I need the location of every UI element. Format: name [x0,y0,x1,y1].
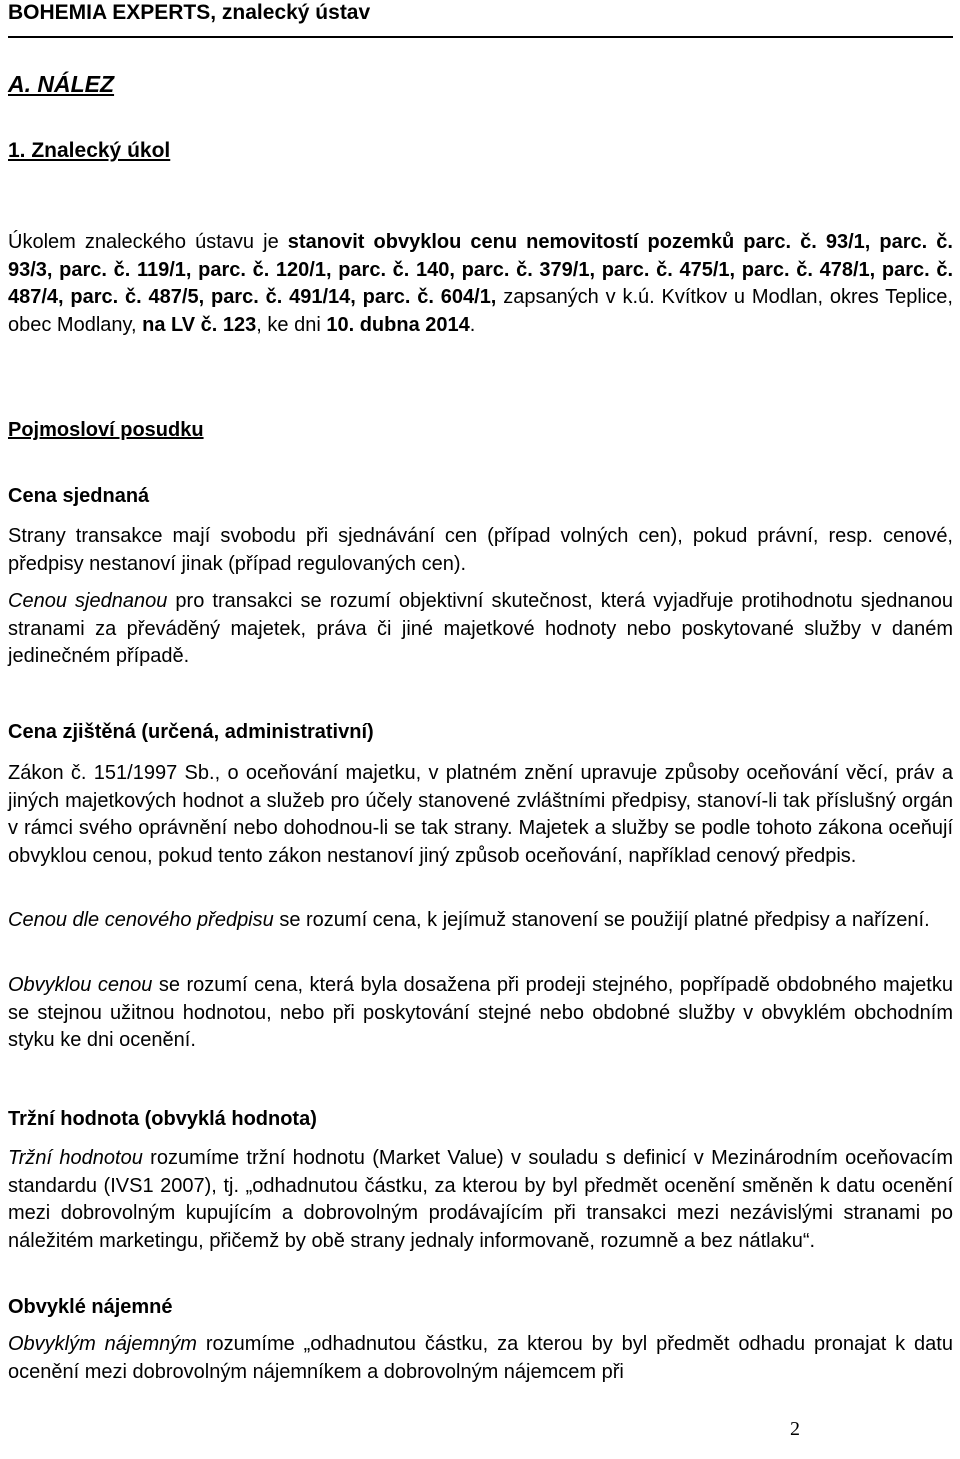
determined-paragraph-3 [8,972,953,1055]
task-end: . [469,313,476,336]
task-date-prefix: , ke dni [256,313,327,336]
negotiated-paragraph-2 [8,588,953,671]
negotiated-term: Cenou sjednanou [8,590,168,612]
usual-rent-definition: rozumíme „odhadnutou částku, za kterou by byl předmět odhadu pronajat k datu ocenění mezi dobrovolným nájemníkem a dobrovolným nájemcem při [8,1333,953,1383]
usual-rent-heading: Obvyklé nájemné [8,1296,173,1318]
determined-paragraph-2 [8,907,953,935]
price-regulation-term: Cenou dle cenového předpisu [8,909,274,931]
task-subject: stanovit obvyklou cenu nemovitostí pozemků parc. č. 93/1, parc. č. 93/3, parc. č. 119/1, parc. č. 120/1, parc. č. 140, parc. č. 379/1, parc. č. 475/1, parc. č. 478/1, parc. č. 487/4, parc. č. 487/5, parc. č. 491/14, parc. č. 604/1, [8,231,953,308]
negotiated-price-heading: Cena sjednaná [8,485,150,507]
market-value-term: Tržní hodnotou [8,1147,143,1169]
determined-price-heading: Cena zjištěná (určená, administrativní) [8,721,374,743]
task-intro: Úkolem znaleckého ústavu je [8,231,288,253]
negotiated-paragraph-1: Strany transakce mají svobodu při sjednávání cen (případ volných cen), pokud právní, resp. cenové, předpisy nestanoví jinak (případ regulovaných cen). [8,525,953,575]
section-heading-task: 1. Znalecký úkol [8,139,171,162]
usual-rent-paragraph [8,1331,953,1386]
market-value-heading: Tržní hodnota (obvyklá hodnota) [8,1108,317,1130]
terms-heading: Pojmosloví posudku [8,419,204,441]
price-regulation-definition: se rozumí cena, k jejímuž stanovení se použijí platné předpisy a nařízení. [273,909,930,931]
task-location: zapsaných v k.ú. Kvítkov u Modlan, okres Teplice, obec Modlany, [8,286,953,336]
task-lv-number: na LV č. 123 [142,313,257,336]
task-paragraph [8,229,953,339]
header-divider [8,36,953,38]
market-value-paragraph [8,1145,953,1255]
usual-price-term: Obvyklou cenou [8,974,153,996]
negotiated-definition: pro transakci se rozumí objektivní skutečnost, která vyjadřuje protihodnotu sjednanou stranami za převáděný majetek, práva či jiné majetkové hodnoty nebo poskytované služby v daném jedinečném případě. [8,590,953,667]
task-date: 10. dubna 2014 [326,313,470,336]
header-title: BOHEMIA EXPERTS, znalecký ústav [8,1,371,24]
page-number: 2 [790,1418,800,1440]
usual-rent-term: Obvyklým nájemným [8,1333,197,1355]
usual-price-definition: se rozumí cena, která byla dosažena při prodeji stejného, popřípadě obdobného majetku se stejnou užitnou hodnotou, nebo při poskytování stejné nebo obdobné služby v obvyklém obchodním styku ke dni ocenění. [8,974,953,1051]
determined-paragraph-1: Zákon č. 151/1997 Sb., o oceňování majetku, v platném znění upravuje způsoby oceňování věcí, práv a jiných majetkových hodnot a služeb pro účely stanovené zvláštními předpisy, stanoví-li tak příslušný orgán v rámci svého oprávnění nebo dohodnou-li se tak strany. Majetek a služby se podle tohoto zákona oceňují obvyklou cenou, pokud tento zákon nestanoví jiný způsob oceňování, například cenový předpis. [8,762,953,867]
chapter-title: A. NÁLEZ [8,71,115,97]
market-value-definition: rozumíme tržní hodnotu (Market Value) v souladu s definicí v Mezinárodním oceňovacím standardu (IVS1 2007), tj. „odhadnutou částku, za kterou by byl předmět ocenění směněn k datu ocenění mezi dobrovolným kupujícím a dobrovolným prodávajícím při transakci mezi nezávislými stranami po náležitém marketingu, přičemž by obě strany jednaly informovaně, rozumně a bez nátlaku“. [8,1147,953,1252]
